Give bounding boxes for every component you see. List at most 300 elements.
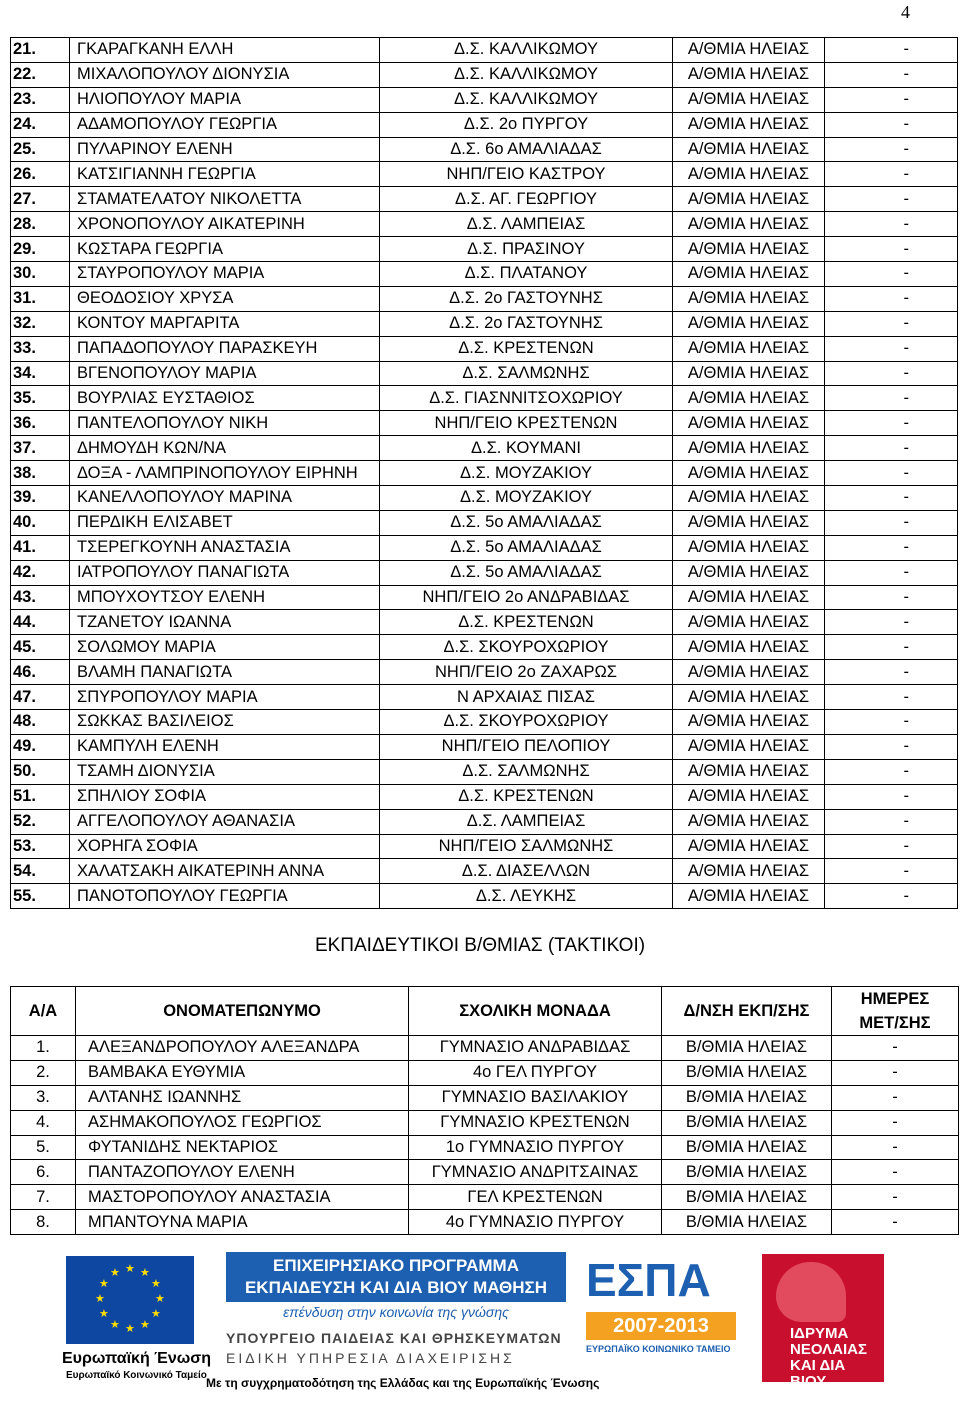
cell-num: 45. bbox=[11, 635, 70, 660]
table-row bbox=[11, 510, 958, 535]
op-line1: ΕΠΙΧΕΙΡΗΣΙΑΚΟ ΠΡΟΓΡΑΜΜΑ bbox=[272, 1256, 519, 1275]
cell-num: 51. bbox=[11, 784, 70, 809]
cell-name: ΠΑΝΤΑΖΟΠΟΥΛΟΥ ΕΛΕΝΗ bbox=[76, 1160, 409, 1185]
header-days-line2: ΜΕΤ/ΣΗΣ bbox=[859, 1014, 931, 1032]
cell-name: ΚΟΝΤΟΥ ΜΑΡΓΑΡΙΤΑ bbox=[70, 311, 380, 336]
cell-school: Δ.Σ. 2ο ΓΑΣΤΟΥΝΗΣ bbox=[380, 311, 673, 336]
header-school: ΣΧΟΛΙΚΗ ΜΟΝΑΔΑ bbox=[409, 987, 662, 1036]
cell-days: - bbox=[825, 834, 958, 859]
table-row bbox=[11, 535, 958, 560]
cell-num: 5. bbox=[11, 1135, 76, 1160]
table-row bbox=[11, 212, 958, 237]
cell-name: ΗΛΙΟΠΟΥΛΟΥ ΜΑΡΙΑ bbox=[70, 87, 380, 112]
cell-dir: Β/ΘΜΙΑ ΗΛΕΙΑΣ bbox=[662, 1085, 832, 1110]
cell-days: - bbox=[825, 610, 958, 635]
table-row bbox=[11, 187, 958, 212]
cell-name: ΙΑΤΡΟΠΟΥΛΟΥ ΠΑΝΑΓΙΩΤΑ bbox=[70, 560, 380, 585]
cell-dir: Α/ΘΜΙΑ ΗΛΕΙΑΣ bbox=[673, 809, 825, 834]
cell-dir: Α/ΘΜΙΑ ΗΛΕΙΑΣ bbox=[673, 62, 825, 87]
cell-num: 23. bbox=[11, 87, 70, 112]
cell-days: - bbox=[825, 411, 958, 436]
espa-fund-label: ΕΥΡΩΠΑΪΚΟ ΚΟΙΝΩΝΙΚΟ ΤΑΜΕΙΟ bbox=[586, 1344, 731, 1354]
cell-dir: Α/ΘΜΙΑ ΗΛΕΙΑΣ bbox=[673, 112, 825, 137]
cell-num: 32. bbox=[11, 311, 70, 336]
cell-name: ΠΥΛΑΡΙΝΟΥ ΕΛΕΝΗ bbox=[70, 137, 380, 162]
cell-school: Δ.Σ. 2ο ΓΑΣΤΟΥΝΗΣ bbox=[380, 286, 673, 311]
cell-dir: Α/ΘΜΙΑ ΗΛΕΙΑΣ bbox=[673, 610, 825, 635]
cell-school: Δ.Σ. ΔΙΑΣΕΛΛΩΝ bbox=[380, 859, 673, 884]
cell-school: Δ.Σ. 6ο ΑΜΑΛΙΑΔΑΣ bbox=[380, 137, 673, 162]
cell-num: 46. bbox=[11, 660, 70, 685]
table-row bbox=[11, 461, 958, 486]
cell-dir: Α/ΘΜΙΑ ΗΛΕΙΑΣ bbox=[673, 286, 825, 311]
cell-num: 40. bbox=[11, 510, 70, 535]
table-row bbox=[11, 1060, 959, 1085]
cell-days: - bbox=[825, 262, 958, 287]
table-row bbox=[11, 710, 958, 735]
cell-num: 47. bbox=[11, 685, 70, 710]
star-icon: ★ bbox=[125, 1263, 135, 1275]
youth-line3: ΜΑΘΗΣΗΣ bbox=[790, 1389, 865, 1406]
cell-name: ΑΔΑΜΟΠΟΥΛΟΥ ΓΕΩΡΓΙΑ bbox=[70, 112, 380, 137]
table-row bbox=[11, 386, 958, 411]
cell-name: ΑΓΓΕΛΟΠΟΥΛΟΥ ΑΘΑΝΑΣΙΑ bbox=[70, 809, 380, 834]
cell-num: 48. bbox=[11, 710, 70, 735]
cell-num: 6. bbox=[11, 1160, 76, 1185]
cell-days: - bbox=[825, 585, 958, 610]
espa-logo: ΕΣΠΑ bbox=[586, 1254, 711, 1306]
cell-school: ΝΗΠ/ΓΕΙΟ 2ο ΖΑΧΑΡΩΣ bbox=[380, 660, 673, 685]
cell-dir: Α/ΘΜΙΑ ΗΛΕΙΑΣ bbox=[673, 784, 825, 809]
cell-dir: Α/ΘΜΙΑ ΗΛΕΙΑΣ bbox=[673, 262, 825, 287]
cell-name: ΧΡΟΝΟΠΟΥΛΟΥ ΑΙΚΑΤΕΡΙΝΗ bbox=[70, 212, 380, 237]
cell-num: 29. bbox=[11, 237, 70, 262]
cell-days: - bbox=[832, 1060, 959, 1085]
table-row bbox=[11, 411, 958, 436]
cell-name: ΘΕΟΔΟΣΙΟΥ ΧΡΥΣΑ bbox=[70, 286, 380, 311]
head-silhouette-icon bbox=[776, 1262, 846, 1322]
table-row bbox=[11, 859, 958, 884]
cell-school: Δ.Σ. ΠΛΑΤΑΝΟΥ bbox=[380, 262, 673, 287]
cell-days: - bbox=[825, 237, 958, 262]
cell-name: ΤΖΑΝΕΤΟΥ ΙΩΑΝΝΑ bbox=[70, 610, 380, 635]
cell-days: - bbox=[832, 1036, 959, 1061]
cell-school: Δ.Σ. ΑΓ. ΓΕΩΡΓΙΟΥ bbox=[380, 187, 673, 212]
cell-dir: Α/ΘΜΙΑ ΗΛΕΙΑΣ bbox=[673, 859, 825, 884]
cell-name: ΑΣΗΜΑΚΟΠΟΥΛΟΣ ΓΕΩΡΓΙΟΣ bbox=[76, 1110, 409, 1135]
cell-dir: Α/ΘΜΙΑ ΗΛΕΙΑΣ bbox=[673, 411, 825, 436]
cell-days: - bbox=[825, 560, 958, 585]
cell-name: ΣΩΚΚΑΣ ΒΑΣΙΛΕΙΟΣ bbox=[70, 710, 380, 735]
table-row bbox=[11, 137, 958, 162]
star-icon: ★ bbox=[99, 1278, 109, 1290]
table-row bbox=[11, 38, 958, 63]
cell-dir: Α/ΘΜΙΑ ΗΛΕΙΑΣ bbox=[673, 361, 825, 386]
cell-school: ΓΕΛ ΚΡΕΣΤΕΝΩΝ bbox=[409, 1185, 662, 1210]
table-row bbox=[11, 436, 958, 461]
table-row bbox=[11, 361, 958, 386]
cell-name: ΜΠΑΝΤΟΥΝΑ ΜΑΡΙΑ bbox=[76, 1210, 409, 1235]
cell-school: ΝΗΠ/ΓΕΙΟ ΠΕΛΟΠΙΟΥ bbox=[380, 734, 673, 759]
table-row bbox=[11, 162, 958, 187]
cell-school: Δ.Σ. ΣΚΟΥΡΟΧΩΡΙΟΥ bbox=[380, 635, 673, 660]
cell-name: ΦΥΤΑΝΙΔΗΣ ΝΕΚΤΑΡΙΟΣ bbox=[76, 1135, 409, 1160]
youth-line2: ΝΕΟΛΑΙΑΣ ΚΑΙ ΔΙΑ ΒΙΟΥ bbox=[790, 1341, 867, 1390]
cell-dir: Α/ΘΜΙΑ ΗΛΕΙΑΣ bbox=[673, 237, 825, 262]
cell-dir: Α/ΘΜΙΑ ΗΛΕΙΑΣ bbox=[673, 560, 825, 585]
cell-days: - bbox=[832, 1185, 959, 1210]
star-icon: ★ bbox=[110, 1318, 120, 1331]
cell-school: ΓΥΜΝΑΣΙΟ ΑΝΔΡΑΒΙΔΑΣ bbox=[409, 1036, 662, 1061]
cell-school: ΝΗΠ/ΓΕΙΟ ΚΡΕΣΤΕΝΩΝ bbox=[380, 411, 673, 436]
cell-name: ΔΗΜΟΥΔΗ ΚΩΝ/ΝΑ bbox=[70, 436, 380, 461]
cell-days: - bbox=[832, 1135, 959, 1160]
cell-name: ΚΑΝΕΛΛΟΠΟΥΛΟΥ ΜΑΡΙΝΑ bbox=[70, 486, 380, 511]
cell-school: 4ο ΓΥΜΝΑΣΙΟ ΠΥΡΓΟΥ bbox=[409, 1210, 662, 1235]
table-row bbox=[11, 1210, 959, 1235]
cell-dir: Α/ΘΜΙΑ ΗΛΕΙΑΣ bbox=[673, 635, 825, 660]
table-row bbox=[11, 486, 958, 511]
cell-dir: Β/ΘΜΙΑ ΗΛΕΙΑΣ bbox=[662, 1135, 832, 1160]
cell-days: - bbox=[825, 62, 958, 87]
header-days bbox=[832, 987, 959, 1036]
cell-days: - bbox=[825, 38, 958, 63]
cell-school: Δ.Σ. ΚΡΕΣΤΕΝΩΝ bbox=[380, 610, 673, 635]
star-icon: ★ bbox=[140, 1318, 150, 1331]
cell-num: 37. bbox=[11, 436, 70, 461]
cell-days: - bbox=[825, 361, 958, 386]
op-slogan: επένδυση στην κοινωνία της γνώσης bbox=[283, 1304, 509, 1320]
cell-name: ΠΑΝΟΤΟΠΟΥΛΟΥ ΓΕΩΡΓΙΑ bbox=[70, 884, 380, 909]
cell-days: - bbox=[825, 660, 958, 685]
cell-dir: Α/ΘΜΙΑ ΗΛΕΙΑΣ bbox=[673, 685, 825, 710]
cell-num: 7. bbox=[11, 1185, 76, 1210]
cell-days: - bbox=[825, 461, 958, 486]
cell-days: - bbox=[825, 486, 958, 511]
cell-days: - bbox=[825, 187, 958, 212]
cell-name: ΧΟΡΗΓΑ ΣΟΦΙΑ bbox=[70, 834, 380, 859]
cell-dir: Α/ΘΜΙΑ ΗΛΕΙΑΣ bbox=[673, 834, 825, 859]
cell-school: Δ.Σ. ΚΑΛΛΙΚΩΜΟΥ bbox=[380, 87, 673, 112]
table-row bbox=[11, 87, 958, 112]
cell-school: 1ο ΓΥΜΝΑΣΙΟ ΠΥΡΓΟΥ bbox=[409, 1135, 662, 1160]
esf-label: Ευρωπαϊκό Κοινωνικό Ταμείο bbox=[66, 1370, 207, 1381]
cell-num: 2. bbox=[11, 1060, 76, 1085]
cell-days: - bbox=[825, 386, 958, 411]
cell-num: 1. bbox=[11, 1036, 76, 1061]
cell-school: Δ.Σ. ΚΡΕΣΤΕΝΩΝ bbox=[380, 784, 673, 809]
cell-dir: Α/ΘΜΙΑ ΗΛΕΙΑΣ bbox=[673, 510, 825, 535]
cell-school: Δ.Σ. 5ο ΑΜΑΛΙΑΔΑΣ bbox=[380, 510, 673, 535]
cell-num: 55. bbox=[11, 884, 70, 909]
cell-school: Δ.Σ. ΣΑΛΜΩΝΗΣ bbox=[380, 361, 673, 386]
cell-days: - bbox=[825, 535, 958, 560]
cell-days: - bbox=[825, 87, 958, 112]
cell-school: Δ.Σ. 5ο ΑΜΑΛΙΑΔΑΣ bbox=[380, 535, 673, 560]
table-row bbox=[11, 784, 958, 809]
cell-dir: Α/ΘΜΙΑ ΗΛΕΙΑΣ bbox=[673, 759, 825, 784]
cell-name: ΜΑΣΤΟΡΟΠΟΥΛΟΥ ΑΝΑΣΤΑΣΙΑ bbox=[76, 1185, 409, 1210]
star-icon: ★ bbox=[110, 1267, 120, 1280]
youth-line1: ΙΔΡΥΜΑ bbox=[790, 1325, 849, 1342]
cell-school: Δ.Σ. ΛΑΜΠΕΙΑΣ bbox=[380, 212, 673, 237]
cell-name: ΚΑΜΠΥΛΗ ΕΛΕΝΗ bbox=[70, 734, 380, 759]
cell-school: Δ.Σ. ΛΕΥΚΗΣ bbox=[380, 884, 673, 909]
table-row bbox=[11, 62, 958, 87]
cell-school: ΓΥΜΝΑΣΙΟ ΚΡΕΣΤΕΝΩΝ bbox=[409, 1110, 662, 1135]
header-num: Α/Α bbox=[11, 987, 76, 1036]
cell-dir: Α/ΘΜΙΑ ΗΛΕΙΑΣ bbox=[673, 386, 825, 411]
youth-foundation-logo bbox=[762, 1254, 884, 1406]
table-row bbox=[11, 585, 958, 610]
cell-num: 53. bbox=[11, 834, 70, 859]
table-row bbox=[11, 237, 958, 262]
espa-years: 2007-2013 bbox=[586, 1312, 736, 1340]
cell-dir: Α/ΘΜΙΑ ΗΛΕΙΑΣ bbox=[673, 187, 825, 212]
star-icon: ★ bbox=[95, 1293, 105, 1305]
cell-num: 36. bbox=[11, 411, 70, 436]
cell-dir: Β/ΘΜΙΑ ΗΛΕΙΑΣ bbox=[662, 1060, 832, 1085]
cell-num: 54. bbox=[11, 859, 70, 884]
cell-name: ΣΠΗΛΙΟΥ ΣΟΦΙΑ bbox=[70, 784, 380, 809]
teachers-table-secondary bbox=[10, 986, 959, 1235]
op-line2: ΕΚΠΑΙΔΕΥΣΗ ΚΑΙ ΔΙΑ ΒΙΟΥ ΜΑΘΗΣΗ bbox=[244, 1278, 548, 1297]
star-icon: ★ bbox=[140, 1267, 150, 1280]
cell-name: ΑΛΤΑΝΗΣ ΙΩΑΝΝΗΣ bbox=[76, 1085, 409, 1110]
cell-name: ΤΣΑΜΗ ΔΙΟΝΥΣΙΑ bbox=[70, 759, 380, 784]
cell-school: Ν ΑΡΧΑΙΑΣ ΠΙΣΑΣ bbox=[380, 685, 673, 710]
cell-dir: Α/ΘΜΙΑ ΗΛΕΙΑΣ bbox=[673, 585, 825, 610]
star-icon: ★ bbox=[150, 1308, 161, 1320]
cell-dir: Α/ΘΜΙΑ ΗΛΕΙΑΣ bbox=[673, 884, 825, 909]
cell-dir: Α/ΘΜΙΑ ΗΛΕΙΑΣ bbox=[673, 336, 825, 361]
cell-dir: Α/ΘΜΙΑ ΗΛΕΙΑΣ bbox=[673, 38, 825, 63]
cell-school: ΝΗΠ/ΓΕΙΟ 2ο ΑΝΔΡΑΒΙΔΑΣ bbox=[380, 585, 673, 610]
cell-school: Δ.Σ. ΜΟΥΖΑΚΙΟΥ bbox=[380, 461, 673, 486]
cell-dir: Α/ΘΜΙΑ ΗΛΕΙΑΣ bbox=[673, 461, 825, 486]
cell-days: - bbox=[825, 884, 958, 909]
cell-days: - bbox=[825, 137, 958, 162]
cell-name: ΒΑΜΒΑΚΑ ΕΥΘΥΜΙΑ bbox=[76, 1060, 409, 1085]
cell-dir: Β/ΘΜΙΑ ΗΛΕΙΑΣ bbox=[662, 1160, 832, 1185]
cell-school: 4ο ΓΕΛ ΠΥΡΓΟΥ bbox=[409, 1060, 662, 1085]
cell-num: 52. bbox=[11, 809, 70, 834]
cell-name: ΣΤΑΜΑΤΕΛΑΤΟΥ ΝΙΚΟΛΕΤΤΑ bbox=[70, 187, 380, 212]
cell-school: Δ.Σ. ΓΙΑΣΝΝΙΤΣΟΧΩΡΙΟΥ bbox=[380, 386, 673, 411]
cell-days: - bbox=[825, 784, 958, 809]
table-row bbox=[11, 660, 958, 685]
table-row bbox=[11, 262, 958, 287]
cell-name: ΓΚΑΡΑΓΚΑΝΗ ΕΛΛΗ bbox=[70, 38, 380, 63]
table-row bbox=[11, 336, 958, 361]
cell-name: ΜΙΧΑΛΟΠΟΥΛΟΥ ΔΙΟΝΥΣΙΑ bbox=[70, 62, 380, 87]
page-number: 4 bbox=[901, 2, 910, 22]
cell-dir: Β/ΘΜΙΑ ΗΛΕΙΑΣ bbox=[662, 1036, 832, 1061]
table-row bbox=[11, 1085, 959, 1110]
table-row bbox=[11, 809, 958, 834]
cell-name: ΣΤΑΥΡΟΠΟΥΛΟΥ ΜΑΡΙΑ bbox=[70, 262, 380, 287]
cell-dir: Α/ΘΜΙΑ ΗΛΕΙΑΣ bbox=[673, 87, 825, 112]
ministry-label: ΥΠΟΥΡΓΕΙΟ ΠΑΙΔΕΙΑΣ ΚΑΙ ΘΡΗΣΚΕΥΜΑΤΩΝ bbox=[226, 1330, 562, 1346]
cell-days: - bbox=[825, 286, 958, 311]
cell-num: 28. bbox=[11, 212, 70, 237]
table-row bbox=[11, 884, 958, 909]
cell-school: Δ.Σ. ΣΑΛΜΩΝΗΣ bbox=[380, 759, 673, 784]
operational-programme-banner bbox=[226, 1252, 566, 1302]
cell-dir: Β/ΘΜΙΑ ΗΛΕΙΑΣ bbox=[662, 1210, 832, 1235]
cell-days: - bbox=[825, 436, 958, 461]
cell-num: 30. bbox=[11, 262, 70, 287]
cell-num: 38. bbox=[11, 461, 70, 486]
table-row bbox=[11, 1110, 959, 1135]
cell-num: 43. bbox=[11, 585, 70, 610]
cell-name: ΠΑΝΤΕΛΟΠΟΥΛΟΥ ΝΙΚΗ bbox=[70, 411, 380, 436]
cell-days: - bbox=[825, 635, 958, 660]
cell-dir: Α/ΘΜΙΑ ΗΛΕΙΑΣ bbox=[673, 162, 825, 187]
cell-name: ΔΟΞΑ - ΛΑΜΠΡΙΝΟΠΟΥΛΟΥ ΕΙΡΗΝΗ bbox=[70, 461, 380, 486]
table-row bbox=[11, 734, 958, 759]
table-row bbox=[11, 311, 958, 336]
cell-school: Δ.Σ. ΠΡΑΣΙΝΟΥ bbox=[380, 237, 673, 262]
cell-days: - bbox=[825, 510, 958, 535]
table-row bbox=[11, 1135, 959, 1160]
cell-days: - bbox=[825, 710, 958, 735]
cell-name: ΒΛΑΜΗ ΠΑΝΑΓΙΩΤΑ bbox=[70, 660, 380, 685]
cell-num: 4. bbox=[11, 1110, 76, 1135]
cell-school: ΓΥΜΝΑΣΙΟ ΒΑΣΙΛΑΚΙΟΥ bbox=[409, 1085, 662, 1110]
star-icon: ★ bbox=[99, 1308, 109, 1320]
cell-num: 44. bbox=[11, 610, 70, 635]
cell-days: - bbox=[825, 859, 958, 884]
cell-school: Δ.Σ. ΛΑΜΠΕΙΑΣ bbox=[380, 809, 673, 834]
table-row bbox=[11, 685, 958, 710]
cell-days: - bbox=[825, 162, 958, 187]
cell-name: ΚΑΤΣΙΓΙΑΝΝΗ ΓΕΩΡΓΙΑ bbox=[70, 162, 380, 187]
cell-num: 21. bbox=[11, 38, 70, 63]
cell-days: - bbox=[825, 112, 958, 137]
cofinance-label: Με τη συγχρηματοδότηση της Ελλάδας και της Ευρωπαϊκής Ένωσης bbox=[206, 1376, 600, 1390]
cell-dir: Β/ΘΜΙΑ ΗΛΕΙΑΣ bbox=[662, 1185, 832, 1210]
cell-days: - bbox=[825, 212, 958, 237]
header-days-line1: ΗΜΕΡΕΣ bbox=[860, 990, 930, 1008]
cell-days: - bbox=[825, 336, 958, 361]
service-label: ΕΙΔΙΚΗ ΥΠΗΡΕΣΙΑ ΔΙΑΧΕΙΡΙΣΗΣ bbox=[226, 1350, 515, 1366]
cell-days: - bbox=[832, 1110, 959, 1135]
cell-num: 25. bbox=[11, 137, 70, 162]
cell-dir: Α/ΘΜΙΑ ΗΛΕΙΑΣ bbox=[673, 710, 825, 735]
cell-school: Δ.Σ. ΚΑΛΛΙΚΩΜΟΥ bbox=[380, 38, 673, 63]
cell-num: 39. bbox=[11, 486, 70, 511]
cell-name: ΒΟΥΡΛΙΑΣ ΕΥΣΤΑΘΙΟΣ bbox=[70, 386, 380, 411]
cell-dir: Α/ΘΜΙΑ ΗΛΕΙΑΣ bbox=[673, 311, 825, 336]
cell-num: 22. bbox=[11, 62, 70, 87]
cell-num: 31. bbox=[11, 286, 70, 311]
cell-num: 34. bbox=[11, 361, 70, 386]
eu-label: Ευρωπαϊκή Ένωση bbox=[62, 1350, 211, 1367]
table-row bbox=[11, 635, 958, 660]
star-icon: ★ bbox=[125, 1323, 135, 1335]
cell-school: Δ.Σ. ΚΟΥΜΑΝΙ bbox=[380, 436, 673, 461]
cell-days: - bbox=[832, 1210, 959, 1235]
cell-num: 41. bbox=[11, 535, 70, 560]
cell-name: ΣΟΛΩΜΟΥ ΜΑΡΙΑ bbox=[70, 635, 380, 660]
cell-school: Δ.Σ. 2ο ΠΥΡΓΟΥ bbox=[380, 112, 673, 137]
section-title: ΕΚΠΑΙΔΕΥΤΙΚΟΙ Β/ΘΜΙΑΣ (ΤΑΚΤΙΚΟΙ) bbox=[314, 935, 646, 956]
cell-dir: Β/ΘΜΙΑ ΗΛΕΙΑΣ bbox=[662, 1110, 832, 1135]
cell-dir: Α/ΘΜΙΑ ΗΛΕΙΑΣ bbox=[673, 212, 825, 237]
cell-days: - bbox=[825, 759, 958, 784]
cell-num: 49. bbox=[11, 734, 70, 759]
cell-school: Δ.Σ. 5ο ΑΜΑΛΙΑΔΑΣ bbox=[380, 560, 673, 585]
cell-num: 3. bbox=[11, 1085, 76, 1110]
cell-days: - bbox=[832, 1085, 959, 1110]
cell-name: ΧΑΛΑΤΣΑΚΗ ΑΙΚΑΤΕΡΙΝΗ ΑΝΝΑ bbox=[70, 859, 380, 884]
table-row bbox=[11, 1160, 959, 1185]
cell-school: ΝΗΠ/ΓΕΙΟ ΚΑΣΤΡΟΥ bbox=[380, 162, 673, 187]
header-direction: Δ/ΝΣΗ ΕΚΠ/ΣΗΣ bbox=[662, 987, 832, 1036]
cell-num: 27. bbox=[11, 187, 70, 212]
table-row bbox=[11, 610, 958, 635]
cell-days: - bbox=[832, 1160, 959, 1185]
cell-dir: Α/ΘΜΙΑ ΗΛΕΙΑΣ bbox=[673, 486, 825, 511]
cell-school: ΝΗΠ/ΓΕΙΟ ΣΑΛΜΩΝΗΣ bbox=[380, 834, 673, 859]
cell-num: 42. bbox=[11, 560, 70, 585]
cell-num: 50. bbox=[11, 759, 70, 784]
table-row bbox=[11, 112, 958, 137]
table-row bbox=[11, 286, 958, 311]
cell-school: Δ.Σ. ΣΚΟΥΡΟΧΩΡΙΟΥ bbox=[380, 710, 673, 735]
cell-dir: Α/ΘΜΙΑ ΗΛΕΙΑΣ bbox=[673, 137, 825, 162]
table-row bbox=[11, 1036, 959, 1061]
cell-num: 8. bbox=[11, 1210, 76, 1235]
cell-days: - bbox=[825, 685, 958, 710]
cell-school: ΓΥΜΝΑΣΙΟ ΑΝΔΡΙΤΣΑΙΝΑΣ bbox=[409, 1160, 662, 1185]
cell-name: ΑΛΕΞΑΝΔΡΟΠΟΥΛΟΥ ΑΛΕΞΑΝΔΡΑ bbox=[76, 1036, 409, 1061]
cell-days: - bbox=[825, 809, 958, 834]
star-icon: ★ bbox=[150, 1278, 161, 1290]
cell-school: Δ.Σ. ΚΡΕΣΤΕΝΩΝ bbox=[380, 336, 673, 361]
cell-name: ΚΩΣΤΑΡΑ ΓΕΩΡΓΙΑ bbox=[70, 237, 380, 262]
cell-name: ΤΣΕΡΕΓΚΟΥΝΗ ΑΝΑΣΤΑΣΙΑ bbox=[70, 535, 380, 560]
cell-num: 26. bbox=[11, 162, 70, 187]
cell-name: ΠΕΡΔΙΚΗ ΕΛΙΣΑΒΕΤ bbox=[70, 510, 380, 535]
cell-days: - bbox=[825, 734, 958, 759]
cell-dir: Α/ΘΜΙΑ ΗΛΕΙΑΣ bbox=[673, 734, 825, 759]
cell-dir: Α/ΘΜΙΑ ΗΛΕΙΑΣ bbox=[673, 535, 825, 560]
cell-dir: Α/ΘΜΙΑ ΗΛΕΙΑΣ bbox=[673, 660, 825, 685]
table-header-row bbox=[11, 987, 959, 1036]
cell-name: ΒΓΕΝΟΠΟΥΛΟΥ ΜΑΡΙΑ bbox=[70, 361, 380, 386]
cell-num: 33. bbox=[11, 336, 70, 361]
cell-name: ΜΠΟΥΧΟΥΤΣΟΥ ΕΛΕΝΗ bbox=[70, 585, 380, 610]
table-row bbox=[11, 834, 958, 859]
cell-school: Δ.Σ. ΚΑΛΛΙΚΩΜΟΥ bbox=[380, 62, 673, 87]
cell-days: - bbox=[825, 311, 958, 336]
cell-num: 24. bbox=[11, 112, 70, 137]
cell-name: ΠΑΠΑΔΟΠΟΥΛΟΥ ΠΑΡΑΣΚΕΥΗ bbox=[70, 336, 380, 361]
cell-name: ΣΠΥΡΟΠΟΥΛΟΥ ΜΑΡΙΑ bbox=[70, 685, 380, 710]
cell-num: 35. bbox=[11, 386, 70, 411]
table-row bbox=[11, 560, 958, 585]
teachers-table-primary bbox=[10, 37, 958, 909]
eu-flag bbox=[66, 1256, 194, 1344]
header-name: ΟΝΟΜΑΤΕΠΩΝΥΜΟ bbox=[76, 987, 409, 1036]
cell-dir: Α/ΘΜΙΑ ΗΛΕΙΑΣ bbox=[673, 436, 825, 461]
star-icon: ★ bbox=[155, 1293, 165, 1305]
cell-school: Δ.Σ. ΜΟΥΖΑΚΙΟΥ bbox=[380, 486, 673, 511]
table-row bbox=[11, 759, 958, 784]
table-row bbox=[11, 1185, 959, 1210]
